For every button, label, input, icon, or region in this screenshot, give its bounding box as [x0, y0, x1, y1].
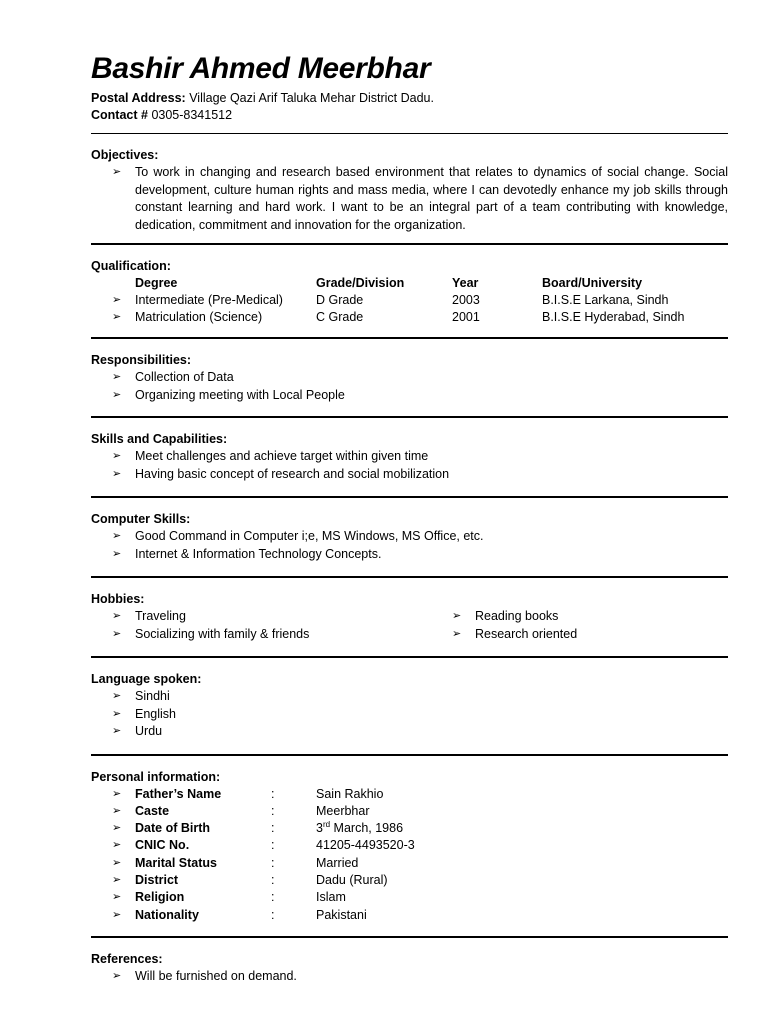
table-row	[91, 837, 728, 854]
table-row	[91, 803, 728, 820]
list-item-text: Good Command in Computer i;e, MS Windows, MS Office, etc.	[135, 529, 484, 543]
section-objectives	[91, 134, 728, 243]
field-label: Caste	[135, 803, 170, 818]
arrow-bullet-icon: ➢	[112, 707, 122, 720]
field-label: Nationality	[135, 907, 199, 922]
applicant-name: Bashir Ahmed Meerbhar	[91, 52, 431, 85]
hobbies-right-list	[431, 608, 728, 643]
list-item	[91, 968, 728, 986]
arrow-bullet-icon: ➢	[112, 725, 122, 737]
field-label: Father’s Name	[135, 786, 222, 801]
arrow-bullet-icon: ➢	[452, 627, 462, 640]
arrow-bullet-icon: ➢	[112, 388, 122, 401]
table-row	[91, 820, 728, 837]
list-item	[91, 608, 431, 626]
list-item	[91, 688, 728, 706]
dob-ordinal: rd	[322, 819, 331, 829]
list-item-text: Socializing with family & friends	[135, 626, 310, 641]
table-row	[91, 855, 728, 872]
arrow-bullet-icon: ➢	[112, 804, 122, 817]
table-cell: 2001	[452, 310, 480, 324]
field-label: Religion	[135, 890, 185, 905]
arrow-bullet-icon: ➢	[112, 627, 122, 640]
skills-title: Skills and Capabilities:	[91, 432, 228, 446]
arrow-bullet-icon: ➢	[112, 467, 122, 480]
table-cell: C Grade	[316, 310, 364, 324]
arrow-bullet-icon: ➢	[112, 166, 122, 178]
list-item-text: Traveling	[135, 609, 186, 623]
languages-title: Language spoken:	[91, 672, 202, 686]
field-separator: :	[271, 890, 275, 905]
table-row	[91, 292, 728, 309]
table-row	[91, 786, 728, 803]
objectives-text: To work in changing and research based environment that relates to dynamics of social change. Social development, culture human rights and mass media, where I can devotedly enhance my job skills through constant learning and hard work. I want to be an integral part of a team contributing with knowledge, dedication, commitment and innovation for the organization.	[135, 165, 728, 232]
hobbies-title: Hobbies:	[91, 592, 145, 606]
field-separator: :	[271, 872, 275, 887]
table-cell: D Grade	[316, 293, 364, 307]
list-item	[91, 369, 728, 387]
list-item-text: Collection of Data	[135, 370, 234, 384]
list-item-text: Research oriented	[475, 626, 578, 641]
arrow-bullet-icon: ➢	[112, 787, 122, 800]
section-hobbies	[91, 578, 728, 656]
field-separator: :	[271, 907, 275, 922]
section-languages	[91, 658, 728, 754]
list-item	[91, 626, 431, 644]
section-responsibilities	[91, 339, 728, 416]
contact	[91, 107, 728, 124]
contact-label: Contact #	[91, 108, 148, 122]
list-item	[91, 546, 728, 564]
field-label: Date of Birth	[135, 821, 210, 836]
list-item-text: Reading books	[475, 609, 559, 623]
references-title: References:	[91, 951, 163, 966]
list-item-text: Meet challenges and achieve target within given time	[135, 449, 429, 463]
section-computer-skills	[91, 498, 728, 576]
list-item	[91, 528, 728, 546]
list-item-text: Internet & Information Technology Concepts.	[135, 546, 382, 561]
table-cell: 2003	[452, 293, 480, 307]
list-item-text: Organizing meeting with Local People	[135, 387, 345, 402]
table-cell: Intermediate (Pre-Medical)	[135, 293, 283, 307]
arrow-bullet-icon: ➢	[112, 969, 122, 982]
postal-address	[91, 90, 728, 107]
table-cell: B.I.S.E Hyderabad, Sindh	[542, 310, 685, 324]
arrow-bullet-icon: ➢	[112, 873, 122, 886]
responsibilities-title: Responsibilities:	[91, 353, 192, 367]
section-qualification	[91, 245, 728, 337]
arrow-bullet-icon: ➢	[452, 610, 462, 622]
field-value: Meerbhar	[316, 803, 370, 818]
list-item	[431, 608, 728, 626]
arrow-bullet-icon: ➢	[112, 450, 122, 462]
field-separator: :	[271, 821, 275, 836]
list-item	[91, 387, 728, 405]
dob-day: 3	[316, 821, 323, 836]
arrow-bullet-icon: ➢	[112, 294, 122, 306]
column-header: Degree	[135, 276, 178, 290]
arrow-bullet-icon: ➢	[112, 822, 122, 835]
table-cell: B.I.S.E Larkana, Sindh	[542, 293, 669, 307]
hobbies-left-list	[91, 608, 431, 643]
section-references	[91, 938, 728, 996]
table-row	[91, 872, 728, 889]
list-item	[431, 626, 728, 644]
column-header: Grade/Division	[316, 276, 405, 290]
section-personal-info	[91, 756, 728, 936]
column-header: Board/University	[542, 276, 643, 290]
field-value: Pakistani	[316, 907, 367, 922]
list-item-text: Having basic concept of research and social mobilization	[135, 466, 450, 481]
field-separator: :	[271, 786, 275, 801]
postal-address-label: Postal Address:	[91, 91, 186, 105]
arrow-bullet-icon: ➢	[112, 891, 122, 904]
field-value	[316, 820, 728, 837]
list-item-text: English	[135, 706, 176, 721]
list-item-text: Sindhi	[135, 689, 170, 703]
arrow-bullet-icon: ➢	[112, 856, 122, 869]
personal-info-title: Personal information:	[91, 769, 221, 784]
field-separator: :	[271, 855, 275, 870]
section-skills	[91, 418, 728, 496]
resume-content	[91, 50, 728, 995]
field-label: CNIC No.	[135, 838, 190, 853]
list-item	[91, 164, 728, 234]
list-item	[91, 448, 728, 466]
dob-rest: March, 1986	[330, 821, 404, 836]
list-item	[91, 723, 728, 741]
list-item	[91, 466, 728, 484]
objectives-title: Objectives:	[91, 148, 159, 162]
postal-address-value: Village Qazi Arif Taluka Mehar District Dadu.	[189, 91, 434, 105]
field-value: Married	[316, 855, 359, 870]
arrow-bullet-icon: ➢	[112, 690, 122, 702]
arrow-bullet-icon: ➢	[112, 547, 122, 560]
arrow-bullet-icon: ➢	[112, 908, 122, 921]
column-header: Year	[452, 276, 479, 290]
arrow-bullet-icon: ➢	[112, 311, 122, 323]
qualification-title: Qualification:	[91, 259, 171, 273]
contact-value: 0305-8341512	[151, 108, 233, 122]
field-value: Sain Rakhio	[316, 786, 384, 801]
table-row	[91, 907, 728, 924]
arrow-bullet-icon: ➢	[112, 610, 122, 622]
field-label: Marital Status	[135, 855, 217, 870]
table-row	[91, 309, 728, 326]
table-cell: Matriculation (Science)	[135, 310, 263, 324]
field-value: Islam	[316, 890, 346, 905]
list-item-text: Urdu	[135, 724, 163, 738]
qualification-header-row	[91, 275, 728, 292]
arrow-bullet-icon: ➢	[112, 371, 122, 383]
field-value: 41205-4493520-3	[316, 838, 415, 853]
computer-skills-title: Computer Skills:	[91, 512, 191, 526]
table-row	[91, 889, 728, 906]
list-item	[91, 706, 728, 724]
arrow-bullet-icon: ➢	[112, 839, 122, 852]
field-separator: :	[271, 838, 275, 853]
field-label: District	[135, 872, 179, 887]
arrow-bullet-icon: ➢	[112, 530, 122, 542]
field-value: Dadu (Rural)	[316, 872, 388, 887]
list-item-text: Will be furnished on demand.	[135, 968, 297, 983]
field-separator: :	[271, 803, 275, 818]
